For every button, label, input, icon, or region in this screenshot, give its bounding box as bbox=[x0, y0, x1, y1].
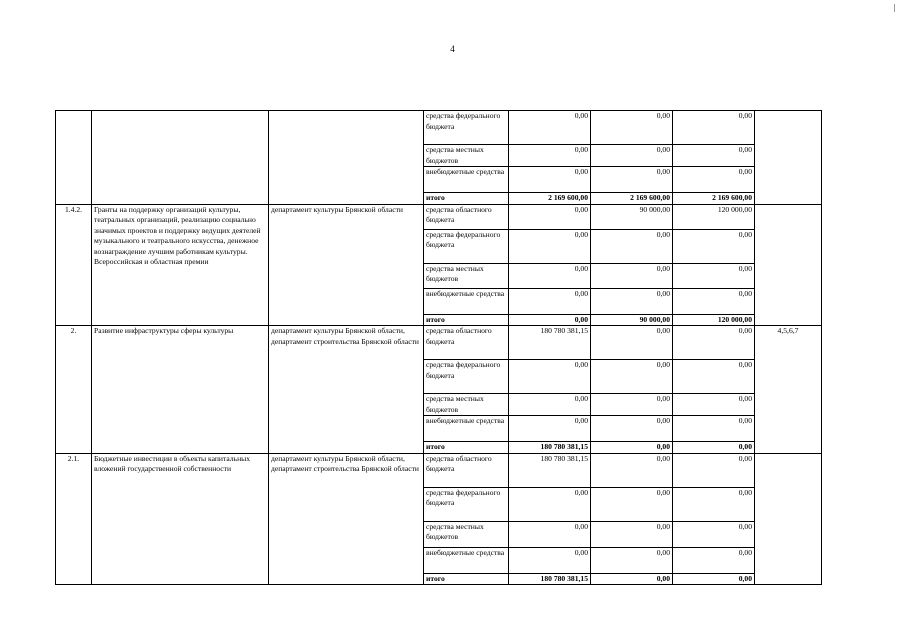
cell-amount-year-1: 0,00 bbox=[509, 167, 591, 193]
cell-amount-year-2: 0,00 bbox=[591, 229, 673, 263]
cell-funding-source: средства областного бюджета bbox=[424, 453, 509, 487]
corner-scan-mark bbox=[894, 4, 895, 12]
cell-amount-year-3: 0,00 bbox=[673, 547, 755, 573]
cell-amount-year-3: 0,00 bbox=[673, 229, 755, 263]
cell-amount-year-3: 0,00 bbox=[673, 326, 755, 360]
cell-amount-year-1: 0,00 bbox=[509, 314, 591, 326]
cell-amount-year-1: 180 780 381,15 bbox=[509, 442, 591, 454]
cell-funding-source: средства местных бюджетов bbox=[424, 145, 509, 167]
cell-measure-name: Развитие инфраструктуры сферы культуры bbox=[92, 326, 269, 454]
cell-amount-year-2: 0,00 bbox=[591, 547, 673, 573]
cell-amount-year-2: 0,00 bbox=[591, 326, 673, 360]
cell-amount-year-1: 0,00 bbox=[509, 145, 591, 167]
cell-amount-year-1: 0,00 bbox=[509, 263, 591, 288]
cell-amount-year-2: 0,00 bbox=[591, 521, 673, 547]
cell-funding-source: средства федерального бюджета bbox=[424, 229, 509, 263]
cell-amount-year-1: 0,00 bbox=[509, 521, 591, 547]
cell-amount-year-1: 0,00 bbox=[509, 288, 591, 314]
cell-amount-year-2: 0,00 bbox=[591, 573, 673, 585]
cell-indicators bbox=[755, 453, 822, 585]
cell-number: 2. bbox=[56, 326, 92, 454]
cell-amount-year-2: 0,00 bbox=[591, 167, 673, 193]
cell-amount-year-2: 0,00 bbox=[591, 416, 673, 442]
cell-funding-source: итого bbox=[424, 442, 509, 454]
cell-amount-year-2: 0,00 bbox=[591, 394, 673, 416]
cell-executor bbox=[269, 111, 424, 205]
table-row bbox=[56, 326, 822, 360]
cell-indicators bbox=[755, 204, 822, 326]
cell-amount-year-2: 2 169 600,00 bbox=[591, 193, 673, 205]
cell-funding-source: итого bbox=[424, 573, 509, 585]
cell-amount-year-2: 0,00 bbox=[591, 360, 673, 394]
cell-amount-year-1: 2 169 600,00 bbox=[509, 193, 591, 205]
cell-funding-source: внебюджетные средства bbox=[424, 547, 509, 573]
cell-indicators: 4,5,6,7 bbox=[755, 326, 822, 454]
cell-number bbox=[56, 111, 92, 205]
cell-amount-year-3: 0,00 bbox=[673, 453, 755, 487]
cell-funding-source: средства местных бюджетов bbox=[424, 521, 509, 547]
cell-funding-source: средства федерального бюджета bbox=[424, 360, 509, 394]
cell-amount-year-3: 0,00 bbox=[673, 288, 755, 314]
cell-amount-year-1: 0,00 bbox=[509, 360, 591, 394]
cell-amount-year-1: 0,00 bbox=[509, 547, 591, 573]
cell-measure-name: Гранты на поддержку организаций культуры, театральных организаций, реализацию социально значимых проектов и поддержку ведущих деятелей музыкального и театрального искусства, денежное вознаграждение лучшим работникам культуры. Всероссийская и областная премии bbox=[92, 204, 269, 326]
cell-amount-year-3: 0,00 bbox=[673, 487, 755, 521]
cell-measure-name: Бюджетные инвестиции в объекты капитальных вложений государственной собственности bbox=[92, 453, 269, 585]
cell-amount-year-1: 180 780 381,15 bbox=[509, 573, 591, 585]
cell-amount-year-1: 0,00 bbox=[509, 487, 591, 521]
cell-amount-year-1: 180 780 381,15 bbox=[509, 326, 591, 360]
cell-amount-year-2: 0,00 bbox=[591, 111, 673, 145]
page-number: 4 bbox=[450, 44, 455, 54]
cell-number: 2.1. bbox=[56, 453, 92, 585]
cell-funding-source: итого bbox=[424, 193, 509, 205]
cell-funding-source: средства местных бюджетов bbox=[424, 263, 509, 288]
cell-funding-source: итого bbox=[424, 314, 509, 326]
cell-executor: департамент культуры Брянской области, департамент строительства Брянской области bbox=[269, 453, 424, 585]
cell-measure-name bbox=[92, 111, 269, 205]
cell-amount-year-2: 90 000,00 bbox=[591, 314, 673, 326]
cell-amount-year-1: 0,00 bbox=[509, 204, 591, 229]
cell-amount-year-3: 2 169 600,00 bbox=[673, 193, 755, 205]
cell-amount-year-3: 120 000,00 bbox=[673, 204, 755, 229]
cell-amount-year-1: 0,00 bbox=[509, 111, 591, 145]
budget-table-body bbox=[56, 111, 822, 585]
cell-amount-year-2: 0,00 bbox=[591, 442, 673, 454]
cell-amount-year-2: 0,00 bbox=[591, 288, 673, 314]
cell-amount-year-2: 0,00 bbox=[591, 263, 673, 288]
cell-funding-source: внебюджетные средства bbox=[424, 416, 509, 442]
cell-funding-source: средства федерального бюджета bbox=[424, 487, 509, 521]
cell-funding-source: средства областного бюджета bbox=[424, 326, 509, 360]
cell-amount-year-3: 120 000,00 bbox=[673, 314, 755, 326]
cell-executor: департамент культуры Брянской области bbox=[269, 204, 424, 326]
cell-amount-year-1: 0,00 bbox=[509, 229, 591, 263]
cell-amount-year-2: 0,00 bbox=[591, 453, 673, 487]
cell-funding-source: средства федерального бюджета bbox=[424, 111, 509, 145]
cell-number: 1.4.2. bbox=[56, 204, 92, 326]
cell-amount-year-1: 0,00 bbox=[509, 416, 591, 442]
cell-amount-year-1: 0,00 bbox=[509, 394, 591, 416]
table-row bbox=[56, 204, 822, 229]
cell-executor: департамент культуры Брянской области, департамент строительства Брянской области bbox=[269, 326, 424, 454]
cell-amount-year-3: 0,00 bbox=[673, 263, 755, 288]
cell-amount-year-2: 90 000,00 bbox=[591, 204, 673, 229]
cell-funding-source: средства областного бюджета bbox=[424, 204, 509, 229]
cell-amount-year-2: 0,00 bbox=[591, 145, 673, 167]
cell-amount-year-3: 0,00 bbox=[673, 145, 755, 167]
cell-amount-year-3: 0,00 bbox=[673, 573, 755, 585]
cell-amount-year-3: 0,00 bbox=[673, 111, 755, 145]
budget-table bbox=[55, 110, 822, 585]
cell-amount-year-1: 180 780 381,15 bbox=[509, 453, 591, 487]
cell-amount-year-3: 0,00 bbox=[673, 521, 755, 547]
cell-amount-year-3: 0,00 bbox=[673, 167, 755, 193]
cell-funding-source: внебюджетные средства bbox=[424, 167, 509, 193]
cell-amount-year-2: 0,00 bbox=[591, 487, 673, 521]
cell-amount-year-3: 0,00 bbox=[673, 394, 755, 416]
cell-funding-source: средства местных бюджетов bbox=[424, 394, 509, 416]
cell-amount-year-3: 0,00 bbox=[673, 442, 755, 454]
cell-indicators bbox=[755, 111, 822, 205]
cell-amount-year-3: 0,00 bbox=[673, 416, 755, 442]
cell-amount-year-3: 0,00 bbox=[673, 360, 755, 394]
table-row bbox=[56, 453, 822, 487]
cell-funding-source: внебюджетные средства bbox=[424, 288, 509, 314]
table-row bbox=[56, 111, 822, 145]
